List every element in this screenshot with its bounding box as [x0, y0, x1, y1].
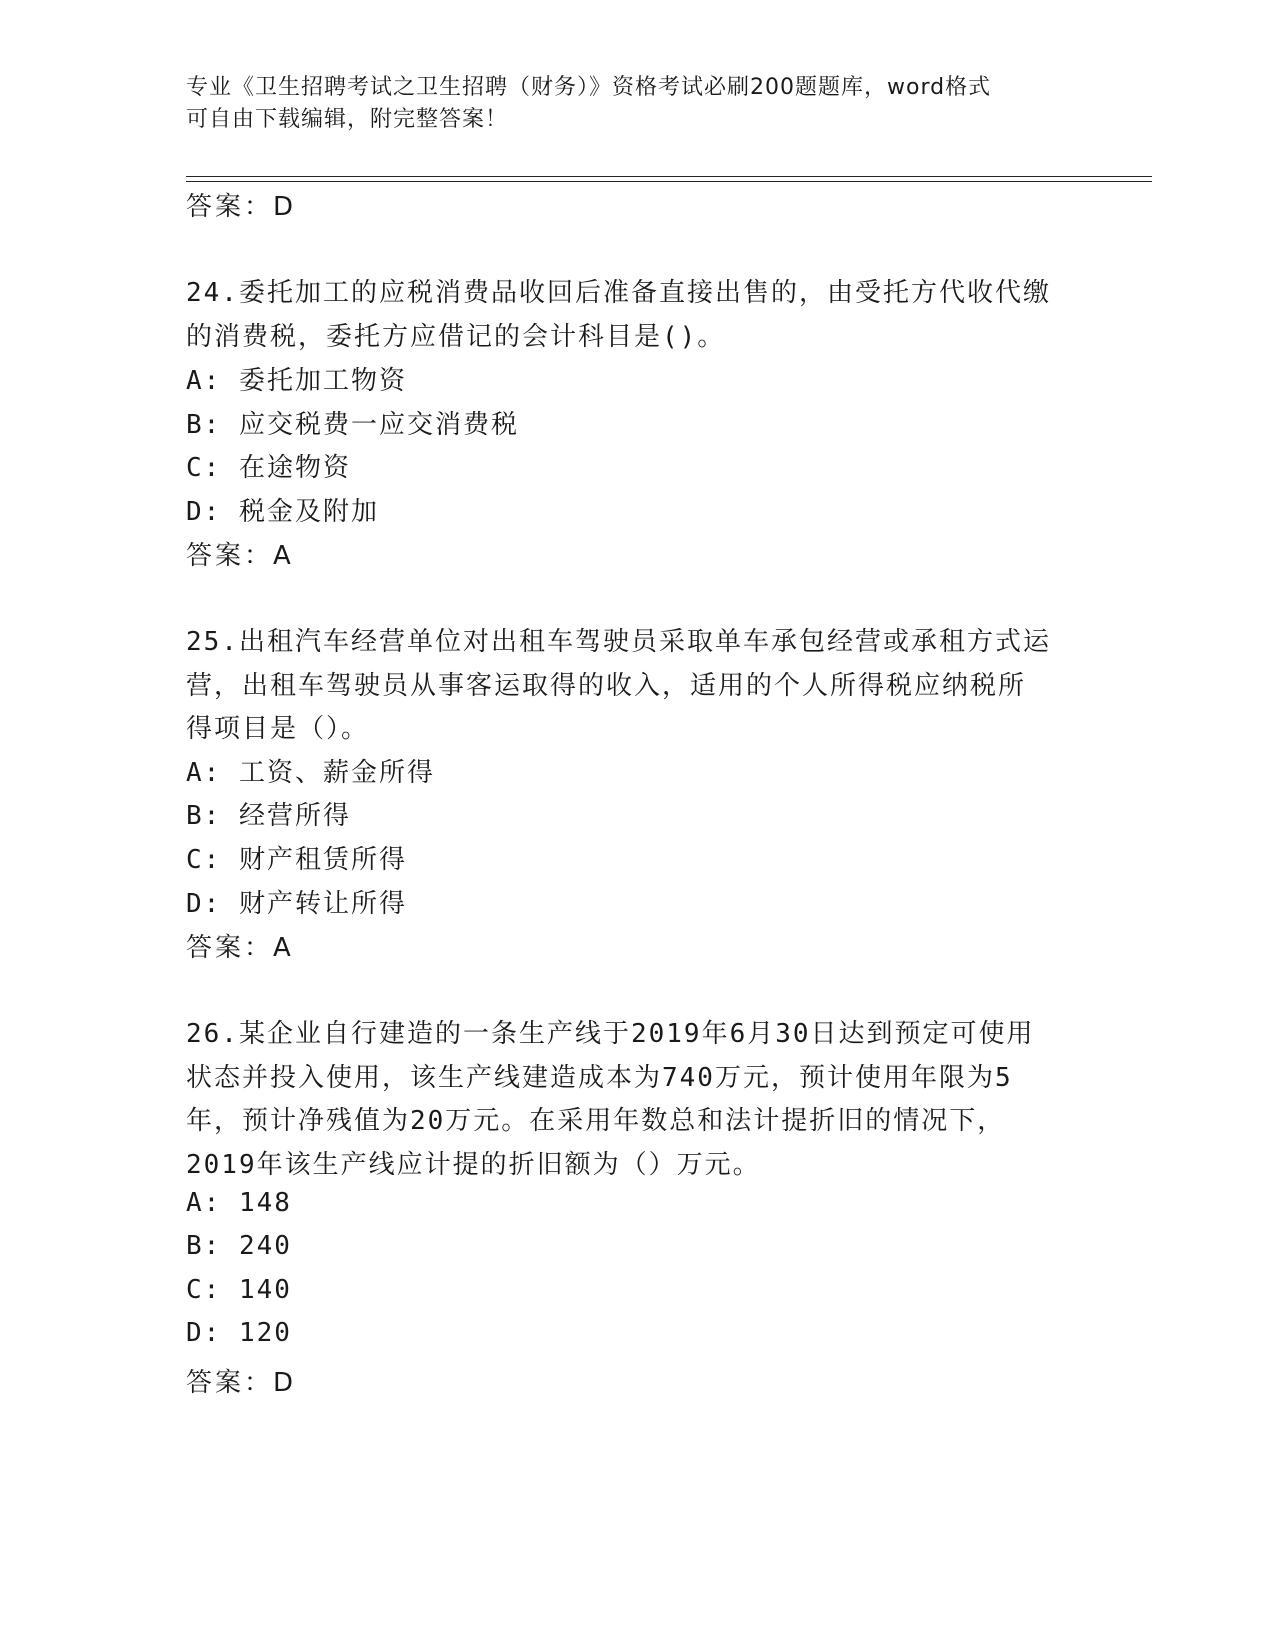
answer-previous: 答案：D	[186, 192, 297, 222]
question-24-option-b: B: 应交税费一应交消费税	[186, 410, 519, 440]
header-line-2: 可自由下载编辑，附完整答案！	[186, 107, 509, 132]
question-25-option-c: C: 财产租赁所得	[186, 845, 407, 875]
question-25-option-d: D: 财产转让所得	[186, 889, 407, 919]
document-header	[186, 72, 1066, 136]
question-26-line-3: 年，预计净残值为20万元。在采用年数总和法计提折旧的情况下，	[186, 1106, 1006, 1136]
question-25-line-3: 得项目是（）。	[186, 714, 370, 744]
header-divider-bottom	[186, 181, 1152, 182]
question-24-line-2: 的消费税，委托方应借记的会计科目是()。	[186, 322, 726, 352]
header-divider-top	[186, 176, 1152, 177]
question-26-option-d: D: 120	[186, 1318, 292, 1348]
question-26-option-b: B: 240	[186, 1231, 292, 1261]
header-line-1: 专业《卫生招聘考试之卫生招聘（财务）》资格考试必刷200题题库，word格式	[186, 75, 992, 100]
question-25-line-1: 25.出租汽车经营单位对出租车驾驶员采取单车承包经营或承租方式运	[186, 627, 1051, 657]
question-25-option-a: A: 工资、薪金所得	[186, 758, 435, 788]
question-26-option-a: A: 148	[186, 1188, 292, 1218]
answer-26: 答案：D	[186, 1368, 297, 1398]
question-26-option-c: C: 140	[186, 1275, 292, 1305]
question-26-line-4: 2019年该生产线应计提的折旧额为（）万元。	[186, 1150, 761, 1180]
question-26-line-2: 状态并投入使用，该生产线建造成本为740万元，预计使用年限为5	[186, 1063, 1013, 1093]
question-26-line-1: 26.某企业自行建造的一条生产线于2019年6月30日达到预定可使用	[186, 1019, 1035, 1049]
question-25-option-b: B: 经营所得	[186, 801, 351, 831]
answer-24: 答案：A	[186, 541, 294, 571]
question-24-option-d: D: 税金及附加	[186, 497, 379, 527]
question-24-line-1: 24.委托加工的应税消费品收回后准备直接出售的，由受托方代收代缴	[186, 278, 1051, 308]
question-24-option-a: A: 委托加工物资	[186, 366, 407, 396]
answer-25: 答案：A	[186, 933, 294, 963]
question-25-line-2: 营，出租车驾驶员从事客运取得的收入，适用的个人所得税应纳税所	[186, 671, 1027, 701]
question-24-option-c: C: 在途物资	[186, 453, 351, 483]
